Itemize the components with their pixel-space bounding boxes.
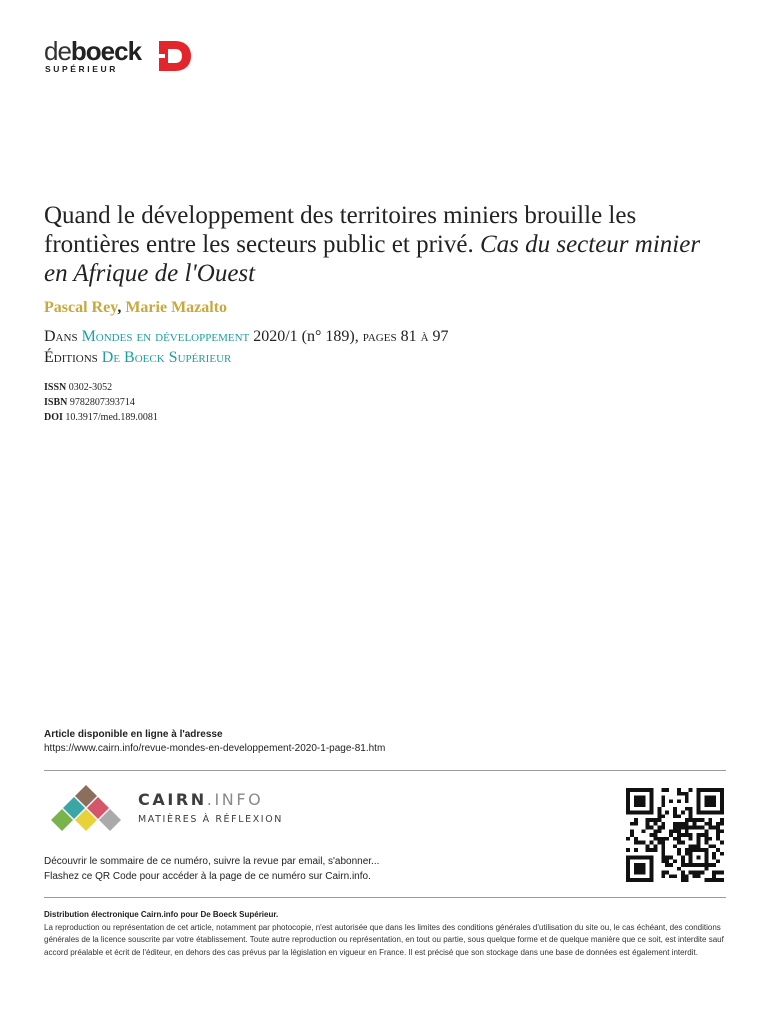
journal-issue: 2020/1 (n° 189)	[253, 328, 355, 345]
journal-line	[44, 328, 449, 346]
cairn-logo-icon[interactable]	[42, 784, 126, 838]
doi-value[interactable]: 10.3917/med.189.0081	[65, 412, 158, 423]
distribution-title: Distribution électronique Cairn.info pour De Boeck Supérieur.	[44, 910, 279, 919]
author-link[interactable]: Pascal Rey	[44, 299, 118, 316]
journal-prefix: Dans	[44, 328, 78, 345]
journal-link[interactable]: Mondes en développement	[81, 328, 250, 345]
qr-code-icon[interactable]	[626, 788, 724, 882]
cairn-tagline: MATIÈRES À RÉFLEXION	[138, 814, 283, 825]
isbn-line	[44, 397, 135, 408]
issn-line	[44, 382, 112, 393]
article-title-main: Quand le développement des territoires miniers brouille les frontières entre les secteurs public et privé.	[44, 202, 637, 258]
journal-pages: , pages 81 à 97	[354, 328, 449, 345]
publisher-link[interactable]: De Boeck Supérieur	[101, 349, 232, 366]
doi-line	[44, 412, 158, 423]
authors	[44, 299, 227, 317]
divider	[44, 770, 726, 771]
divider	[44, 897, 726, 898]
availability-label: Article disponible en ligne à l'adresse	[44, 729, 223, 740]
editions-prefix: Éditions	[44, 349, 98, 366]
cairn-wordmark-strong: CAIRN	[138, 790, 207, 809]
publisher-logo-subtitle: SUPÉRIEUR	[45, 64, 118, 74]
isbn-value: 9782807393714	[69, 397, 135, 408]
article-title	[44, 201, 724, 288]
author-link[interactable]: Marie Mazalto	[125, 299, 228, 316]
promo-line-2: Flashez ce QR Code pour accéder à la page de ce numéro sur Cairn.info.	[44, 871, 371, 882]
cairn-wordmark[interactable]	[138, 790, 263, 809]
publisher-logo-wordmark: deboeck	[44, 36, 142, 66]
article-subtitle: Cas du secteur minier en Afrique de l'Ouest	[44, 231, 701, 287]
doi-label: DOI	[44, 412, 63, 423]
publisher-logo-mark-icon	[157, 41, 191, 71]
author-separator: ,	[117, 299, 122, 316]
publisher-logo[interactable]	[44, 36, 204, 76]
isbn-label: ISBN	[44, 397, 68, 408]
issn-value: 0302-3052	[68, 382, 113, 393]
issn-label: ISSN	[44, 382, 67, 393]
legal-notice: La reproduction ou représentation de cet article, notamment par photocopie, n'est autorisée que dans les limites des conditions générales d'utilisation du site ou, le cas échéant, des conditions générales de la licence souscrite par votre établissement. Toute autre reproduction ou représentation, en tout ou partie, sous quelque forme et de quelque manière que ce soit, est interdite sauf accord préalable et écrit de l'éditeur, en dehors des cas prévus par la législation en vigueur en France. Il est précisé que son stockage dans une base de données est également interdit.	[44, 923, 724, 957]
cairn-wordmark-light: .INFO	[206, 790, 264, 809]
editions-line	[44, 349, 231, 367]
article-url-link[interactable]: https://www.cairn.info/revue-mondes-en-developpement-2020-1-page-81.htm	[44, 743, 386, 754]
promo-line-1: Découvrir le sommaire de ce numéro, suivre la revue par email, s'abonner...	[44, 856, 380, 867]
